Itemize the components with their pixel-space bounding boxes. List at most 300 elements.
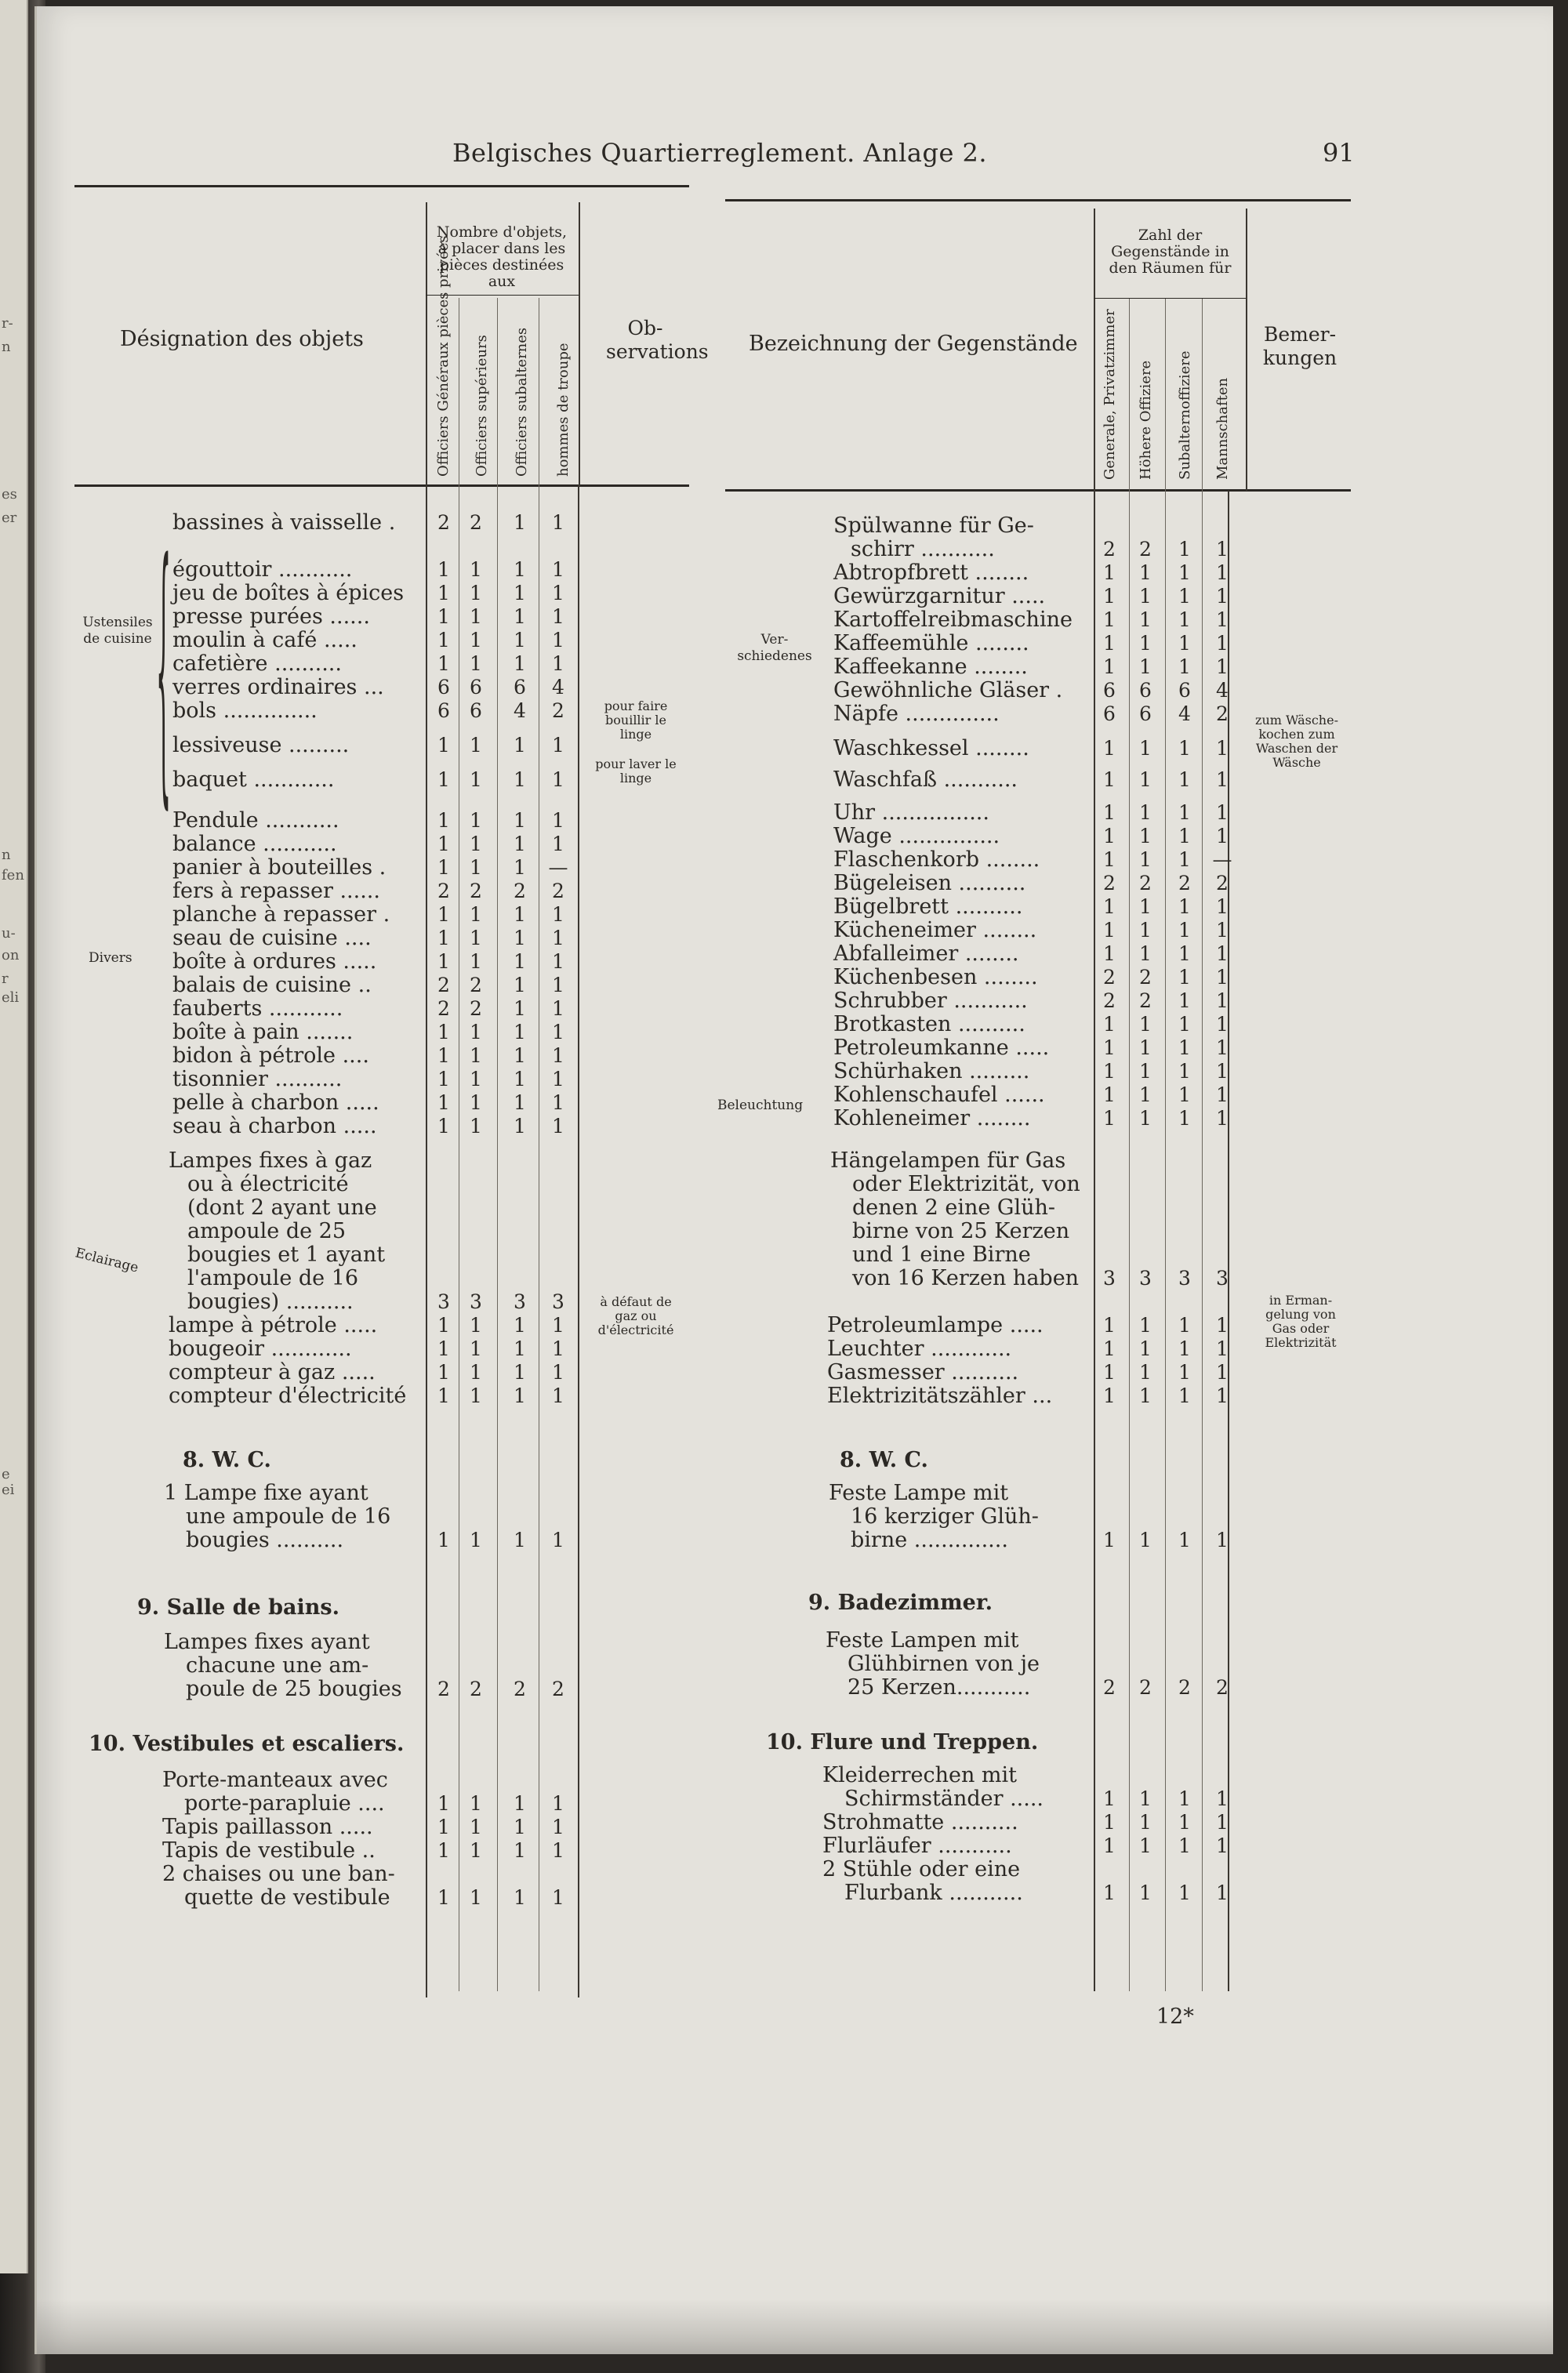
fr-item-count: 1 <box>437 950 450 973</box>
fr-item-count: 1 <box>437 605 450 628</box>
de-item-count: 1 <box>1178 1060 1191 1083</box>
de-item-count: 1 <box>1103 632 1116 655</box>
fr-table-top-rule <box>74 185 689 187</box>
fr-item-count: 1 <box>470 809 482 832</box>
de-item-count: 1 <box>1178 942 1191 965</box>
de-lamps-count: 3 <box>1178 1267 1191 1290</box>
fr-item-count: 1 <box>514 1068 526 1090</box>
de-item-count: 1 <box>1178 966 1191 989</box>
fr-item-label: boîte à pain ....... <box>172 1020 354 1044</box>
fr-item-count: 1 <box>514 734 526 757</box>
fr-item-count: 1 <box>437 629 450 651</box>
fr-item-label: fers à repasser ...... <box>172 879 380 903</box>
fr-eclairage-count: 1 <box>552 1314 564 1337</box>
de-item-count: 1 <box>1216 585 1229 608</box>
fr-obs-bols: pour faire bouillir le linge <box>604 698 668 742</box>
fr-subcolumn-rule <box>497 298 498 1991</box>
fr-wc-line: bougies .......... <box>186 1528 344 1552</box>
prev-page-fragment: es <box>2 486 17 503</box>
fr-vestibule-count: 1 <box>437 1886 450 1909</box>
de-item-count: 1 <box>1216 825 1229 847</box>
fr-wc-line: 1 Lampe fixe ayant <box>164 1481 368 1505</box>
de-item-count: 1 <box>1103 585 1116 608</box>
de-item-count: 1 <box>1178 608 1191 631</box>
de-item-count: 1 <box>1103 895 1116 918</box>
fr-item-count: 1 <box>470 927 482 949</box>
de-item-count: 1 <box>1103 655 1116 678</box>
de-bad-line: Feste Lampen mit <box>826 1628 1019 1653</box>
de-item-count: 6 <box>1139 679 1152 702</box>
de-item-count: 1 <box>1139 1036 1152 1059</box>
prev-page-fragment: eli <box>2 989 20 1006</box>
fr-vestibule-count: 1 <box>514 1816 526 1838</box>
fr-item-count: 1 <box>437 652 450 675</box>
de-item-count: 1 <box>1103 561 1116 584</box>
de-item-label: Bügelbrett .......... <box>833 894 1023 919</box>
de-item-count: 6 <box>1103 679 1116 702</box>
fr-group-eclairage: Eclairage <box>73 1245 140 1276</box>
de-item-count: 1 <box>1178 1083 1191 1106</box>
de-column-label: Generale, Privatzimmer <box>1102 309 1118 480</box>
prev-page-fragment: ei <box>2 1482 15 1498</box>
fr-item-count: 1 <box>437 809 450 832</box>
fr-lamps-line: Lampes fixes à gaz <box>169 1148 372 1173</box>
de-item-count: 6 <box>1178 679 1191 702</box>
fr-eclairage-count: 1 <box>552 1361 564 1384</box>
de-item-count: 1 <box>1139 895 1152 918</box>
fr-item-label: pelle à charbon ..... <box>172 1090 379 1115</box>
fr-item-label: balais de cuisine .. <box>172 973 372 997</box>
document-page <box>34 6 1553 2354</box>
fr-eclairage-count: 1 <box>514 1361 526 1384</box>
de-beleuchtung-count: 1 <box>1139 1384 1152 1407</box>
de-item-label: Spülwanne für Ge- <box>833 513 1034 538</box>
fr-column-rule <box>426 202 427 1997</box>
fr-vestibule-count: 1 <box>514 1886 526 1909</box>
fr-item-count: 1 <box>514 1115 526 1138</box>
de-item-count: 1 <box>1139 1083 1152 1106</box>
fr-column-label: Officiers Généraux pièces privées <box>435 235 452 477</box>
fr-eclairage-count: 1 <box>470 1314 482 1337</box>
de-item-count: 1 <box>1178 768 1191 791</box>
fr-item-count: 1 <box>470 582 482 604</box>
fr-item-count: 1 <box>552 768 564 791</box>
de-item-count: 1 <box>1178 632 1191 655</box>
de-beleuchtung-count: 1 <box>1103 1337 1116 1360</box>
de-item-label: Näpfe .............. <box>833 702 1000 726</box>
fr-item-count: 1 <box>514 558 526 581</box>
fr-item-count: 4 <box>552 676 564 698</box>
de-flur-count: 1 <box>1139 1811 1152 1834</box>
fr-item-label: cafetière .......... <box>172 651 342 676</box>
de-item-count: 1 <box>1178 561 1191 584</box>
fr-item-count: 1 <box>437 1021 450 1043</box>
fr-vestibule-count: 1 <box>437 1839 450 1862</box>
de-item-count: 2 <box>1103 872 1116 894</box>
de-beleuchtung-count: 1 <box>1103 1361 1116 1384</box>
de-item-count: 1 <box>1216 655 1229 678</box>
fr-vestibules-title: 10. Vestibules et escaliers. <box>89 1732 405 1756</box>
fr-item-count: 1 <box>514 927 526 949</box>
de-item-label: Brotkasten .......... <box>833 1012 1025 1036</box>
de-item-count: 1 <box>1139 632 1152 655</box>
de-item-label: Kaffeemühle ........ <box>833 631 1029 655</box>
de-flur-count: 1 <box>1103 1834 1116 1857</box>
fr-column-header: Désignation des objets <box>120 327 364 351</box>
de-beleuchtung-count: 1 <box>1216 1361 1229 1384</box>
fr-item-count: 1 <box>514 605 526 628</box>
fr-bains-title: 9. Salle de bains. <box>137 1595 339 1620</box>
de-item-count: 1 <box>1103 1060 1116 1083</box>
page-shadow <box>37 2299 1553 2354</box>
de-item-label: Flaschenkorb ........ <box>833 847 1040 872</box>
fr-item-label: bidon à pétrole .... <box>172 1043 369 1068</box>
de-item-count: 1 <box>1216 1036 1229 1059</box>
de-subcolumn-rule <box>1165 298 1166 1991</box>
de-obs-waesche: zum Wäsche- kochen zum Waschen der Wäsche <box>1255 713 1338 770</box>
fr-item-label: verres ordinaires ... <box>172 675 384 699</box>
fr-item-count: 1 <box>470 1021 482 1043</box>
de-item-count: 1 <box>1139 608 1152 631</box>
de-item-count: 2 <box>1216 872 1229 894</box>
de-column-header: Bezeichnung der Gegenstände <box>749 332 1078 356</box>
fr-wc-count: 1 <box>552 1529 564 1551</box>
fr-item-count: 1 <box>552 511 564 534</box>
fr-item-count: 1 <box>514 974 526 996</box>
fr-column-label: Officiers subalternes <box>514 327 530 477</box>
fr-item-count: 1 <box>437 856 450 879</box>
fr-item-label: presse purées ...... <box>172 604 370 629</box>
de-item-count: 1 <box>1216 1060 1229 1083</box>
de-wc-count: 1 <box>1216 1529 1229 1551</box>
de-item-count: 2 <box>1103 538 1116 561</box>
fr-item-label: fauberts ........... <box>172 996 343 1021</box>
fr-brace: { <box>156 511 172 840</box>
fr-item-count: 1 <box>470 1044 482 1067</box>
de-item-count: 2 <box>1139 872 1152 894</box>
de-item-count: 1 <box>1178 585 1191 608</box>
fr-vestibule-line: quette de vestibule <box>184 1885 390 1910</box>
de-flur-line: Strohmatte .......... <box>822 1810 1018 1834</box>
fr-eclairage-count: 1 <box>552 1384 564 1407</box>
de-obs-header: Bemer- kungen <box>1262 323 1338 369</box>
fr-wc-title: 8. W. C. <box>183 1448 271 1472</box>
fr-item-count: 1 <box>470 856 482 879</box>
fr-item-count: 1 <box>514 511 526 534</box>
fr-eclairage-count: 1 <box>470 1384 482 1407</box>
fr-item-count: 1 <box>437 1044 450 1067</box>
de-item-count: 1 <box>1103 801 1116 824</box>
fr-item-count: 1 <box>552 974 564 996</box>
de-wc-count: 1 <box>1178 1529 1191 1551</box>
de-item-count: 1 <box>1178 895 1191 918</box>
fr-item-label: balance ........... <box>172 832 337 856</box>
de-item-count: 1 <box>1103 919 1116 942</box>
de-beleuchtung-label: Petroleumlampe ..... <box>827 1313 1044 1337</box>
de-item-count: 1 <box>1139 737 1152 760</box>
de-bad-line: 25 Kerzen........... <box>848 1675 1031 1700</box>
de-lamps-count: 3 <box>1216 1267 1229 1290</box>
fr-item-count: 1 <box>552 558 564 581</box>
de-item-count: 1 <box>1103 1036 1116 1059</box>
fr-item-count: 2 <box>552 880 564 902</box>
de-column-label: Mannschaften <box>1214 377 1231 480</box>
de-item-count: 1 <box>1178 1036 1191 1059</box>
de-lamps-count: 3 <box>1139 1267 1152 1290</box>
fr-vestibule-count: 1 <box>552 1792 564 1815</box>
fr-item-count: 6 <box>437 676 450 698</box>
de-column-label: Subalternoffiziere <box>1177 350 1193 480</box>
fr-item-count: — <box>548 856 568 879</box>
fr-item-count: 1 <box>470 558 482 581</box>
fr-item-count: 1 <box>552 809 564 832</box>
signature-mark: 12* <box>1156 2005 1194 2029</box>
de-item-label: Schrubber ........... <box>833 989 1028 1013</box>
de-flur-count: 1 <box>1178 1787 1191 1810</box>
de-subcolumn-rule <box>1202 298 1203 1991</box>
fr-item-label: boîte à ordures ..... <box>172 949 377 974</box>
de-flur-line: Kleiderrechen mit <box>822 1763 1018 1787</box>
fr-bains-count: 2 <box>514 1678 526 1700</box>
de-lamps-line: birne von 25 Kerzen <box>852 1219 1070 1243</box>
fr-item-count: 1 <box>437 768 450 791</box>
de-beleuchtung-count: 1 <box>1139 1361 1152 1384</box>
de-item-label: Küchenbesen ........ <box>833 965 1038 989</box>
fr-item-count: 4 <box>514 699 526 722</box>
de-group-beleuchtung: Beleuchtung <box>717 1098 804 1113</box>
page-number: 91 <box>1323 138 1355 168</box>
de-flur-count: 1 <box>1216 1881 1229 1904</box>
running-header: Belgisches Quartierreglement. Anlage 2. <box>452 138 988 168</box>
de-item-count: 4 <box>1178 702 1191 725</box>
de-group-header: Zahl der Gegenstände in den Räumen für <box>1109 227 1232 277</box>
fr-item-label: égouttoir ........... <box>172 557 353 582</box>
fr-item-count: 1 <box>470 950 482 973</box>
de-lamps-line: Hängelampen für Gas <box>830 1148 1066 1173</box>
fr-item-count: 1 <box>437 1068 450 1090</box>
fr-item-count: 1 <box>552 997 564 1020</box>
de-item-count: 1 <box>1139 919 1152 942</box>
de-beleuchtung-count: 1 <box>1103 1314 1116 1337</box>
de-item-count: 1 <box>1139 848 1152 871</box>
de-flur-line: Flurläufer ........... <box>822 1834 1012 1858</box>
fr-item-count: 2 <box>437 880 450 902</box>
prev-page-fragment: r- <box>2 315 13 332</box>
fr-bains-line: chacune une am- <box>186 1653 369 1678</box>
fr-item-count: 1 <box>552 927 564 949</box>
de-group-verschiedenes: Ver- schiedenes <box>737 632 812 664</box>
de-item-count: 1 <box>1103 848 1116 871</box>
de-beleuchtung-count: 1 <box>1216 1384 1229 1407</box>
fr-vestibule-count: 1 <box>514 1839 526 1862</box>
de-beleuchtung-count: 1 <box>1139 1337 1152 1360</box>
de-beleuchtung-count: 1 <box>1103 1384 1116 1407</box>
de-item-count: 1 <box>1103 1013 1116 1036</box>
fr-eclairage-count: 1 <box>437 1337 450 1360</box>
de-wc-count: 1 <box>1139 1529 1152 1551</box>
fr-table-header-rule <box>74 484 689 487</box>
de-flur-count: 1 <box>1139 1787 1152 1810</box>
fr-item-count: 1 <box>437 927 450 949</box>
de-subcolumn-rule <box>1129 298 1130 1991</box>
fr-column-label: hommes de troupe <box>555 343 572 477</box>
de-item-count: 1 <box>1178 737 1191 760</box>
de-item-count: 1 <box>1216 1013 1229 1036</box>
fr-item-count: 2 <box>437 997 450 1020</box>
de-item-label: Waschfaß ........... <box>833 767 1018 792</box>
de-lamps-line: oder Elektrizität, von <box>852 1172 1080 1196</box>
de-flur-line: Flurbank ........... <box>844 1881 1023 1905</box>
fr-bains-count: 2 <box>470 1678 482 1700</box>
fr-bains-line: poule de 25 bougies <box>186 1677 402 1701</box>
de-item-label: Schürhaken ......... <box>833 1059 1030 1083</box>
fr-eclairage-label: compteur à gaz ..... <box>169 1360 376 1384</box>
de-flur-count: 1 <box>1103 1811 1116 1834</box>
de-beleuchtung-label: Elektrizitätszähler ... <box>827 1384 1053 1408</box>
de-item-count: 2 <box>1139 966 1152 989</box>
fr-column-label: Officiers supérieurs <box>474 335 490 477</box>
fr-item-count: 6 <box>470 676 482 698</box>
de-item-count: 1 <box>1139 825 1152 847</box>
de-flur-title: 10. Flure und Treppen. <box>766 1730 1039 1754</box>
prev-page-fragment: e <box>2 1466 10 1482</box>
fr-obs-rule-body <box>578 484 579 1997</box>
de-item-count: 1 <box>1216 768 1229 791</box>
fr-item-count: 1 <box>552 1068 564 1090</box>
fr-item-count: 1 <box>552 833 564 855</box>
de-item-count: 1 <box>1216 989 1229 1012</box>
fr-item-count: 1 <box>552 950 564 973</box>
fr-item-count: 1 <box>470 1091 482 1114</box>
de-beleuchtung-count: 1 <box>1216 1337 1229 1360</box>
fr-lamps-count: 3 <box>514 1290 526 1313</box>
fr-item-count: 2 <box>470 974 482 996</box>
prev-page-fragment: r <box>2 971 9 987</box>
de-item-count: 1 <box>1216 632 1229 655</box>
fr-vestibule-count: 1 <box>437 1792 450 1815</box>
de-lamps-line: von 16 Kerzen haben <box>852 1266 1080 1290</box>
fr-item-count: 2 <box>437 511 450 534</box>
fr-item-count: 1 <box>437 558 450 581</box>
fr-bains-count: 2 <box>552 1678 564 1700</box>
fr-item-count: 1 <box>552 903 564 926</box>
fr-item-count: 1 <box>470 605 482 628</box>
de-table-top-rule <box>725 199 1351 201</box>
fr-vestibule-count: 1 <box>552 1816 564 1838</box>
fr-lamps-line: bougies) .......... <box>187 1290 354 1314</box>
fr-item-count: 2 <box>470 511 482 534</box>
fr-item-count: 1 <box>514 1091 526 1114</box>
fr-item-label: bassines à vaisselle . <box>172 510 396 535</box>
fr-vestibule-line: Tapis de vestibule .. <box>162 1838 376 1863</box>
fr-item-count: 1 <box>470 903 482 926</box>
de-item-count: 1 <box>1139 768 1152 791</box>
prev-page-fragment: u- <box>2 925 16 942</box>
fr-vestibule-count: 1 <box>470 1839 482 1862</box>
de-flur-count: 1 <box>1178 1881 1191 1904</box>
de-bad-count: 2 <box>1216 1676 1229 1699</box>
de-flur-count: 1 <box>1103 1787 1116 1810</box>
de-item-count: 1 <box>1103 737 1116 760</box>
fr-item-count: 1 <box>552 582 564 604</box>
fr-item-count: 1 <box>470 833 482 855</box>
de-item-label: Kartoffelreibmaschine <box>833 608 1073 632</box>
fr-item-label: Pendule ........... <box>172 808 339 833</box>
de-flur-count: 1 <box>1139 1834 1152 1857</box>
fr-item-label: lessiveuse ......... <box>172 733 350 757</box>
fr-item-count: 1 <box>514 1021 526 1043</box>
fr-vestibule-line: porte-parapluie .... <box>184 1791 385 1816</box>
de-item-count: 1 <box>1178 1013 1191 1036</box>
fr-item-count: 1 <box>514 997 526 1020</box>
de-item-label: Wage ............... <box>833 824 1000 848</box>
de-item-count: 2 <box>1139 989 1152 1012</box>
fr-item-label: bols .............. <box>172 698 318 723</box>
fr-item-count: 2 <box>552 699 564 722</box>
fr-item-count: 1 <box>437 1091 450 1114</box>
fr-item-count: 6 <box>470 699 482 722</box>
fr-eclairage-count: 1 <box>514 1314 526 1337</box>
fr-item-count: 1 <box>514 582 526 604</box>
fr-lamps-line: ou à électricité <box>187 1172 349 1196</box>
de-item-count: 1 <box>1139 1013 1152 1036</box>
fr-vestibule-count: 1 <box>514 1792 526 1815</box>
fr-wc-line: une ampoule de 16 <box>186 1504 391 1529</box>
de-item-count: 1 <box>1139 942 1152 965</box>
de-item-count: 1 <box>1178 801 1191 824</box>
fr-item-count: 6 <box>437 699 450 722</box>
de-flur-count: 1 <box>1216 1811 1229 1834</box>
de-bad-count: 2 <box>1103 1676 1116 1699</box>
fr-obs-lamps: à défaut de gaz ou d'électricité <box>597 1294 674 1337</box>
de-flur-count: 1 <box>1216 1834 1229 1857</box>
de-item-count: 6 <box>1103 702 1116 725</box>
fr-eclairage-count: 1 <box>437 1384 450 1407</box>
de-item-count: 6 <box>1139 702 1152 725</box>
de-item-count: 1 <box>1178 538 1191 561</box>
de-item-label: Kohlenschaufel ...... <box>833 1083 1045 1107</box>
de-item-label: Bügeleisen .......... <box>833 871 1026 895</box>
de-item-label: Uhr ................ <box>833 800 989 825</box>
de-item-count: 1 <box>1216 737 1229 760</box>
de-item-count: 1 <box>1139 585 1152 608</box>
de-beleuchtung-count: 1 <box>1178 1337 1191 1360</box>
de-item-count: 1 <box>1103 942 1116 965</box>
fr-item-count: 1 <box>514 768 526 791</box>
fr-item-count: 2 <box>514 880 526 902</box>
fr-vestibule-line: Tapis paillasson ..... <box>162 1815 373 1839</box>
de-obs-lamps: in Erman- gelung von Gas oder Elektrizität <box>1265 1293 1337 1350</box>
de-wc-line: Feste Lampe mit <box>829 1481 1009 1505</box>
fr-lamps-line: ampoule de 25 <box>187 1219 347 1243</box>
de-item-count: 1 <box>1103 1083 1116 1106</box>
fr-eclairage-count: 1 <box>470 1361 482 1384</box>
fr-eclairage-label: compteur d'électricité <box>169 1384 407 1408</box>
fr-item-count: 1 <box>437 1115 450 1138</box>
fr-item-count: 1 <box>552 1091 564 1114</box>
de-item-label: Waschkessel ........ <box>833 736 1029 760</box>
de-beleuchtung-count: 1 <box>1178 1361 1191 1384</box>
fr-eclairage-count: 1 <box>514 1337 526 1360</box>
de-wc-count: 1 <box>1103 1529 1116 1551</box>
fr-bains-line: Lampes fixes ayant <box>164 1630 370 1654</box>
prev-page-fragment: n <box>2 339 11 355</box>
fr-item-count: 1 <box>514 856 526 879</box>
de-table-header-rule <box>725 489 1351 492</box>
de-lamps-line: denen 2 eine Glüh- <box>852 1196 1056 1220</box>
de-item-count: 4 <box>1216 679 1229 702</box>
fr-item-count: 1 <box>470 652 482 675</box>
